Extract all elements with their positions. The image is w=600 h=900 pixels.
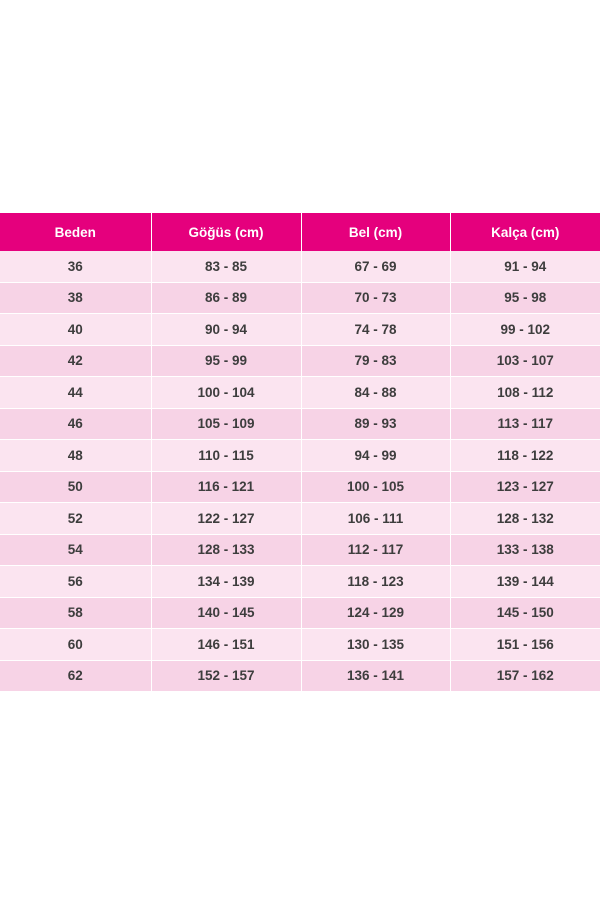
- cell-bel: 70 - 73: [301, 282, 450, 314]
- cell-bel: 118 - 123: [301, 566, 450, 598]
- cell-gogus: 140 - 145: [151, 597, 301, 629]
- table-row: [0, 660, 600, 692]
- cell-beden: 52: [0, 503, 151, 535]
- cell-bel: 100 - 105: [301, 471, 450, 503]
- cell-kalca: 91 - 94: [450, 251, 600, 282]
- cell-beden: 38: [0, 282, 151, 314]
- table-header: [0, 213, 600, 251]
- column-header-gogus: Göğüs (cm): [151, 213, 301, 251]
- cell-kalca: 123 - 127: [450, 471, 600, 503]
- cell-kalca: 113 - 117: [450, 408, 600, 440]
- table-row: [0, 282, 600, 314]
- cell-bel: 106 - 111: [301, 503, 450, 535]
- table-row: [0, 345, 600, 377]
- size-chart-table: [0, 213, 600, 692]
- cell-gogus: 90 - 94: [151, 314, 301, 346]
- cell-bel: 130 - 135: [301, 629, 450, 661]
- table-row: [0, 408, 600, 440]
- table-row: [0, 314, 600, 346]
- cell-beden: 54: [0, 534, 151, 566]
- table-row: [0, 471, 600, 503]
- cell-gogus: 95 - 99: [151, 345, 301, 377]
- table-row: [0, 377, 600, 409]
- table-row: [0, 503, 600, 535]
- cell-bel: 124 - 129: [301, 597, 450, 629]
- cell-bel: 89 - 93: [301, 408, 450, 440]
- cell-gogus: 105 - 109: [151, 408, 301, 440]
- cell-bel: 74 - 78: [301, 314, 450, 346]
- cell-gogus: 146 - 151: [151, 629, 301, 661]
- cell-kalca: 145 - 150: [450, 597, 600, 629]
- cell-bel: 112 - 117: [301, 534, 450, 566]
- cell-kalca: 157 - 162: [450, 660, 600, 692]
- cell-beden: 58: [0, 597, 151, 629]
- cell-bel: 67 - 69: [301, 251, 450, 282]
- cell-beden: 60: [0, 629, 151, 661]
- table-row: [0, 534, 600, 566]
- table-row: [0, 597, 600, 629]
- cell-gogus: 100 - 104: [151, 377, 301, 409]
- table-row: [0, 251, 600, 282]
- cell-kalca: 99 - 102: [450, 314, 600, 346]
- cell-gogus: 122 - 127: [151, 503, 301, 535]
- cell-bel: 79 - 83: [301, 345, 450, 377]
- cell-beden: 50: [0, 471, 151, 503]
- cell-beden: 46: [0, 408, 151, 440]
- cell-beden: 62: [0, 660, 151, 692]
- cell-gogus: 116 - 121: [151, 471, 301, 503]
- column-header-kalca: Kalça (cm): [450, 213, 600, 251]
- cell-bel: 84 - 88: [301, 377, 450, 409]
- cell-beden: 44: [0, 377, 151, 409]
- cell-gogus: 128 - 133: [151, 534, 301, 566]
- table-header-row: [0, 213, 600, 251]
- cell-gogus: 86 - 89: [151, 282, 301, 314]
- cell-kalca: 139 - 144: [450, 566, 600, 598]
- cell-gogus: 83 - 85: [151, 251, 301, 282]
- table-row: [0, 566, 600, 598]
- cell-gogus: 110 - 115: [151, 440, 301, 472]
- cell-gogus: 152 - 157: [151, 660, 301, 692]
- size-chart-container: [0, 213, 600, 692]
- cell-beden: 48: [0, 440, 151, 472]
- table-row: [0, 440, 600, 472]
- cell-kalca: 103 - 107: [450, 345, 600, 377]
- cell-kalca: 151 - 156: [450, 629, 600, 661]
- cell-beden: 36: [0, 251, 151, 282]
- column-header-bel: Bel (cm): [301, 213, 450, 251]
- cell-kalca: 95 - 98: [450, 282, 600, 314]
- cell-beden: 42: [0, 345, 151, 377]
- column-header-beden: Beden: [0, 213, 151, 251]
- cell-beden: 40: [0, 314, 151, 346]
- cell-kalca: 133 - 138: [450, 534, 600, 566]
- cell-beden: 56: [0, 566, 151, 598]
- cell-bel: 136 - 141: [301, 660, 450, 692]
- cell-bel: 94 - 99: [301, 440, 450, 472]
- cell-kalca: 118 - 122: [450, 440, 600, 472]
- table-body: [0, 251, 600, 692]
- table-row: [0, 629, 600, 661]
- cell-kalca: 128 - 132: [450, 503, 600, 535]
- cell-gogus: 134 - 139: [151, 566, 301, 598]
- cell-kalca: 108 - 112: [450, 377, 600, 409]
